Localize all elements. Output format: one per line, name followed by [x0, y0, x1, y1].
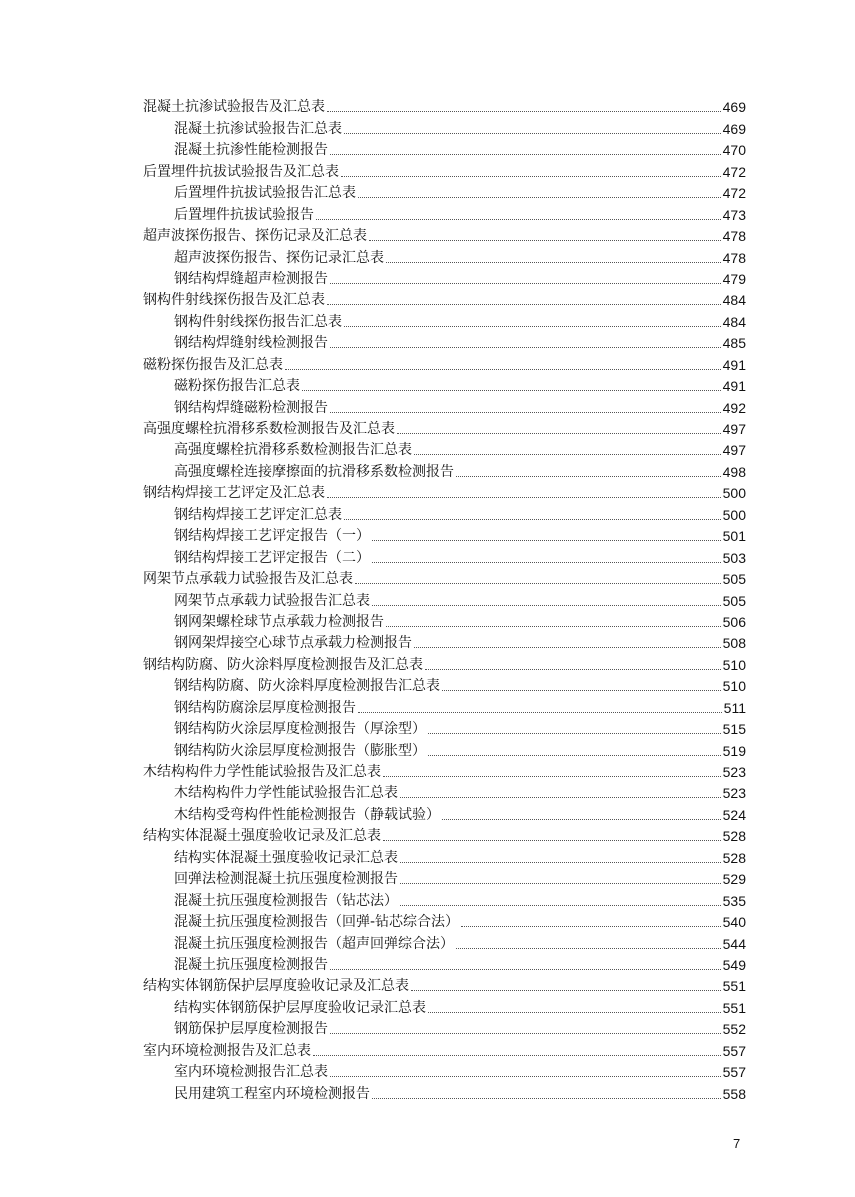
toc-entry-page: 528 [722, 849, 746, 866]
dot-leader [386, 262, 721, 263]
dot-leader [330, 1033, 721, 1034]
toc-entry-title: 后置埋件抗拔试验报告汇总表 [174, 185, 356, 202]
toc-entry-title: 混凝土抗压强度检测报告（钻芯法） [174, 892, 398, 909]
dot-leader [330, 969, 721, 970]
toc-entry-page: 478 [722, 249, 746, 266]
toc-entry[interactable] [143, 245, 746, 266]
toc-entry-title: 网架节点承载力试验报告及汇总表 [143, 571, 353, 588]
toc-entry-page: 479 [722, 270, 746, 287]
toc-entry[interactable] [143, 374, 746, 395]
toc-entry-page: 540 [722, 914, 746, 931]
dot-leader [327, 497, 721, 498]
toc-entry-title: 钢结构防腐、防火涂料厚度检测报告汇总表 [174, 678, 440, 695]
toc-entry-page: 505 [722, 571, 746, 588]
toc-entry-title: 室内环境检测报告汇总表 [174, 1064, 328, 1081]
toc-entry[interactable] [143, 288, 746, 309]
toc-entry[interactable] [143, 224, 746, 245]
dot-leader [425, 669, 721, 670]
toc-entry-title: 混凝土抗压强度检测报告（回弹-钻芯综合法） [174, 914, 460, 931]
toc-entry-title: 钢网架焊接空心球节点承载力检测报告 [174, 635, 412, 652]
toc-entry-title: 钢结构焊缝超声检测报告 [174, 270, 328, 287]
toc-entry-page: 549 [722, 956, 746, 973]
toc-entry[interactable] [143, 1060, 746, 1081]
dot-leader [414, 647, 721, 648]
toc-entry-title: 后置埋件抗拔试验报告 [174, 206, 314, 223]
dot-leader [344, 133, 721, 134]
toc-entry[interactable] [143, 910, 746, 931]
toc-entry-page: 519 [722, 742, 746, 759]
toc-entry[interactable] [143, 1038, 746, 1059]
dot-leader [330, 1076, 721, 1077]
dot-leader [330, 154, 721, 155]
dot-leader [442, 690, 721, 691]
toc-entry-page: 528 [722, 828, 746, 845]
toc-entry-title: 混凝土抗压强度检测报告（超声回弹综合法） [174, 935, 454, 952]
toc-entry-page: 478 [722, 228, 746, 245]
dot-leader [428, 733, 721, 734]
toc-entry-title: 钢构件射线探伤报告汇总表 [174, 313, 342, 330]
dot-leader [383, 776, 721, 777]
toc-entry-title: 高强度螺栓抗滑移系数检测报告及汇总表 [143, 421, 395, 437]
toc-entry-title: 结构实体混凝土强度验收记录汇总表 [174, 849, 398, 866]
dot-leader [400, 862, 721, 863]
toc-entry-page: 472 [722, 185, 746, 202]
toc-entry[interactable] [143, 974, 746, 995]
toc-entry-page: 535 [722, 892, 746, 909]
toc-entry-title: 钢结构防火涂层厚度检测报告（膨胀型） [174, 742, 426, 759]
toc-entry-page: 510 [722, 678, 746, 695]
dot-leader [456, 948, 721, 949]
toc-entry-title: 超声波探伤报告、探伤记录及汇总表 [143, 228, 367, 245]
toc-entry-title: 混凝土抗渗试验报告汇总表 [174, 120, 342, 137]
dot-leader [358, 197, 721, 198]
toc-entry[interactable] [143, 760, 746, 781]
toc-entry-page: 497 [722, 421, 746, 437]
toc-entry-title: 高强度螺栓抗滑移系数检测报告汇总表 [174, 442, 412, 459]
toc-entry-title: 钢构件射线探伤报告及汇总表 [143, 292, 325, 309]
dot-leader [316, 219, 721, 220]
toc-entry[interactable] [143, 588, 746, 609]
dot-leader [327, 111, 721, 112]
dot-leader [372, 562, 721, 563]
toc-entry-page: 511 [723, 699, 746, 716]
dot-leader [285, 369, 721, 370]
toc-entry-page: 557 [722, 1042, 746, 1059]
toc-entry[interactable] [143, 545, 746, 566]
toc-entry[interactable] [143, 738, 746, 759]
toc-entry[interactable] [143, 995, 746, 1016]
toc-entry[interactable] [143, 95, 746, 116]
toc-entry-page: 473 [722, 206, 746, 223]
toc-entry-page: 523 [722, 785, 746, 802]
toc-entry[interactable] [143, 309, 746, 330]
toc-entry-page: 515 [722, 721, 746, 738]
toc-entry-page: 544 [722, 935, 746, 952]
toc-entry-title: 钢结构焊接工艺评定汇总表 [174, 506, 342, 523]
toc-entry-page: 501 [722, 528, 746, 545]
toc-entry-title: 结构实体混凝土强度验收记录及汇总表 [143, 828, 381, 845]
toc-entry-title: 网架节点承载力试验报告汇总表 [174, 592, 370, 609]
toc-entry-page: 552 [722, 1021, 746, 1038]
toc-entry[interactable] [143, 524, 746, 545]
toc-entry[interactable] [143, 138, 746, 159]
dot-leader [369, 240, 721, 241]
toc-entry[interactable] [143, 1017, 746, 1038]
toc-entry[interactable] [143, 695, 746, 716]
dot-leader [330, 347, 721, 348]
toc-entry[interactable] [143, 417, 746, 438]
toc-entry[interactable] [143, 888, 746, 909]
toc-entry[interactable] [143, 395, 746, 416]
table-of-contents [143, 95, 746, 1103]
toc-entry-page: 469 [722, 99, 746, 116]
toc-entry[interactable] [143, 610, 746, 631]
dot-leader [442, 819, 721, 820]
toc-entry[interactable] [143, 674, 746, 695]
toc-entry-page: 506 [722, 613, 746, 630]
dot-leader [400, 905, 721, 906]
toc-entry-title: 高强度螺栓连接摩擦面的抗滑移系数检测报告 [174, 463, 454, 480]
dot-leader [383, 840, 721, 841]
toc-entry-page: 524 [722, 806, 746, 823]
toc-entry-page: 491 [722, 356, 746, 373]
toc-entry-title: 结构实体钢筋保护层厚度验收记录汇总表 [174, 999, 426, 1016]
toc-entry-page: 485 [722, 335, 746, 352]
toc-entry-page: 491 [722, 378, 746, 395]
dot-leader [428, 1012, 721, 1013]
toc-entry[interactable] [143, 202, 746, 223]
toc-entry-title: 钢结构焊接工艺评定报告（一） [174, 528, 370, 545]
toc-entry[interactable] [143, 459, 746, 480]
dot-leader [330, 412, 721, 413]
dot-leader [372, 605, 721, 606]
toc-entry[interactable] [143, 331, 746, 352]
dot-leader [344, 519, 721, 520]
toc-entry[interactable] [143, 953, 746, 974]
toc-entry-page: 484 [722, 313, 746, 330]
toc-entry-title: 结构实体钢筋保护层厚度验收记录及汇总表 [143, 978, 409, 995]
toc-entry-page: 505 [722, 592, 746, 609]
toc-entry-title: 钢结构焊接工艺评定及汇总表 [143, 485, 325, 502]
dot-leader [313, 1055, 721, 1056]
toc-entry-page: 500 [722, 506, 746, 523]
toc-entry-page: 557 [722, 1064, 746, 1081]
dot-leader [341, 176, 721, 177]
toc-entry-page: 558 [722, 1085, 746, 1102]
toc-entry-title: 混凝土抗渗试验报告及汇总表 [143, 99, 325, 116]
toc-entry[interactable] [143, 181, 746, 202]
toc-entry[interactable] [143, 867, 746, 888]
dot-leader [397, 433, 721, 434]
dot-leader [400, 797, 721, 798]
toc-entry-page: 551 [722, 999, 746, 1016]
toc-entry-title: 钢结构防火涂层厚度检测报告（厚涂型） [174, 721, 426, 738]
toc-entry[interactable] [143, 824, 746, 845]
dot-leader [327, 304, 721, 305]
dot-leader [302, 390, 721, 391]
toc-entry-title: 民用建筑工程室内环境检测报告 [174, 1085, 370, 1102]
toc-entry[interactable] [143, 116, 746, 137]
toc-entry-title: 木结构构件力学性能试验报告及汇总表 [143, 764, 381, 780]
toc-entry-title: 木结构构件力学性能试验报告汇总表 [174, 785, 398, 802]
toc-entry-page: 492 [722, 399, 746, 416]
dot-leader [428, 755, 721, 756]
toc-entry-title: 钢结构焊缝射线检测报告 [174, 335, 328, 352]
toc-entry[interactable] [143, 481, 746, 502]
toc-entry-page: 510 [722, 656, 746, 673]
toc-entry-title: 钢结构防腐、防火涂料厚度检测报告及汇总表 [143, 656, 423, 673]
toc-entry[interactable] [143, 267, 746, 288]
page-number: 7 [733, 1136, 741, 1151]
toc-entry[interactable] [143, 802, 746, 823]
dot-leader [386, 626, 721, 627]
toc-entry-page: 484 [722, 292, 746, 309]
dot-leader [372, 540, 721, 541]
toc-entry-title: 磁粉探伤报告汇总表 [174, 378, 300, 395]
toc-entry-page: 497 [722, 442, 746, 459]
toc-entry-title: 混凝土抗压强度检测报告 [174, 956, 328, 973]
toc-entry-page: 523 [722, 764, 746, 780]
toc-entry-page: 470 [722, 142, 746, 159]
toc-entry[interactable] [143, 652, 746, 673]
toc-entry-page: 500 [722, 485, 746, 502]
toc-entry-title: 钢结构防腐涂层厚度检测报告 [174, 699, 356, 716]
dot-leader [414, 454, 721, 455]
dot-leader [358, 712, 722, 713]
toc-entry-page: 508 [722, 635, 746, 652]
dot-leader [411, 990, 721, 991]
toc-entry[interactable] [143, 631, 746, 652]
toc-entry-title: 钢网架螺栓球节点承载力检测报告 [174, 613, 384, 630]
toc-entry[interactable] [143, 1081, 746, 1102]
toc-entry-title: 木结构受弯构件性能检测报告（静载试验） [174, 806, 440, 823]
toc-entry[interactable] [143, 352, 746, 373]
toc-entry-page: 469 [722, 120, 746, 137]
dot-leader [344, 326, 721, 327]
toc-entry[interactable] [143, 931, 746, 952]
toc-entry[interactable] [143, 502, 746, 523]
toc-entry[interactable] [143, 567, 746, 588]
toc-entry-title: 室内环境检测报告及汇总表 [143, 1042, 311, 1059]
toc-entry-title: 钢结构焊缝磁粉检测报告 [174, 399, 328, 416]
toc-entry-page: 498 [722, 463, 746, 480]
toc-entry[interactable] [143, 717, 746, 738]
toc-entry-title: 磁粉探伤报告及汇总表 [143, 356, 283, 373]
toc-entry-title: 钢筋保护层厚度检测报告 [174, 1021, 328, 1038]
dot-leader [456, 476, 721, 477]
dot-leader [372, 1098, 721, 1099]
dot-leader [400, 883, 721, 884]
toc-entry-title: 后置埋件抗拔试验报告及汇总表 [143, 163, 339, 180]
toc-entry-page: 472 [722, 163, 746, 180]
toc-entry[interactable] [143, 781, 746, 802]
toc-entry-page: 503 [722, 549, 746, 566]
toc-entry-title: 回弹法检测混凝土抗压强度检测报告 [174, 871, 398, 888]
dot-leader [461, 926, 721, 927]
dot-leader [355, 583, 721, 584]
dot-leader [330, 283, 721, 284]
toc-entry[interactable] [143, 159, 746, 180]
toc-entry-page: 529 [722, 871, 746, 888]
toc-entry-title: 超声波探伤报告、探伤记录汇总表 [174, 249, 384, 266]
toc-entry-title: 钢结构焊接工艺评定报告（二） [174, 549, 370, 566]
toc-entry[interactable] [143, 438, 746, 459]
toc-entry-title: 混凝土抗渗性能检测报告 [174, 142, 328, 159]
toc-entry-page: 551 [722, 978, 746, 995]
toc-entry[interactable] [143, 845, 746, 866]
